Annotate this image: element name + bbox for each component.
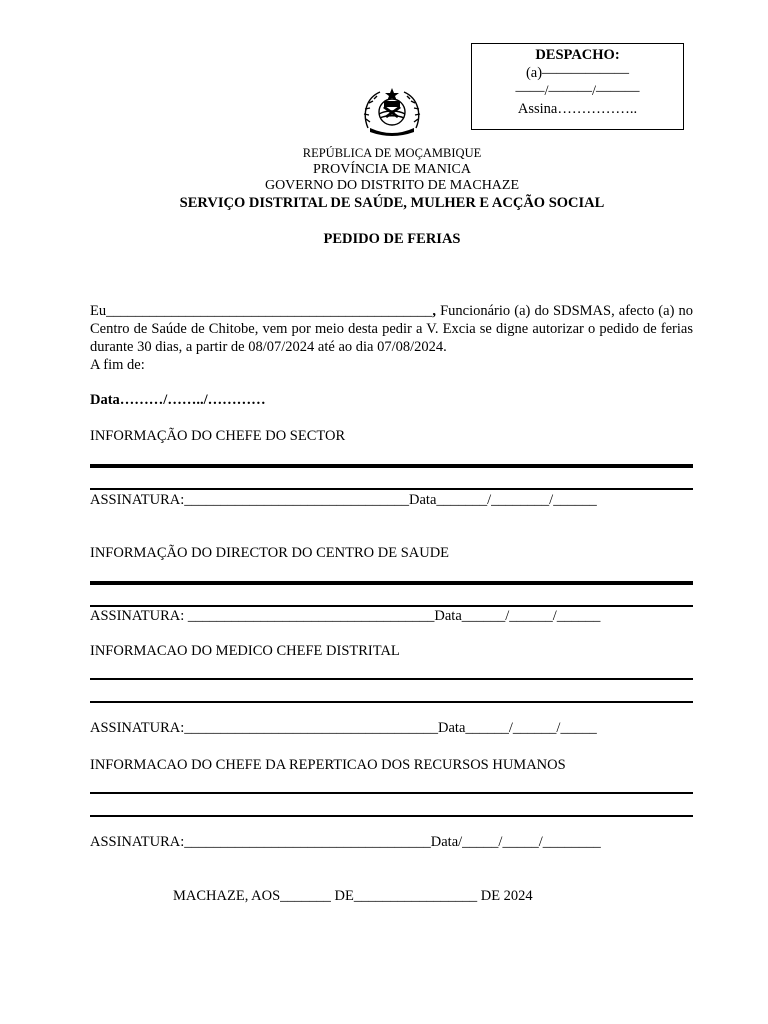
writing-line [90, 605, 693, 607]
section-title-sector-chief: INFORMAÇÃO DO CHEFE DO SECTOR [90, 428, 346, 444]
name-comma: , [432, 303, 436, 319]
header-province: PROVÍNCIA DE MANICA [313, 162, 471, 177]
header-service: SERVIÇO DISTRITAL DE SAÚDE, MULHER E ACÇÃO SOCIAL [179, 195, 605, 211]
writing-line [90, 815, 693, 817]
signature-line-health-center-director: ASSINATURA: __________________________________Data______/______/______ [90, 608, 601, 624]
header-government: GOVERNO DO DISTRITO DE MACHAZE [264, 178, 520, 193]
request-paragraph [90, 302, 693, 356]
despacho-line-1: (a)—————— [525, 65, 630, 81]
section-title-health-center-director: INFORMAÇÃO DO DIRECTOR DO CENTRO DE SAUDE [90, 545, 450, 561]
section-title-hr-department-head: INFORMACAO DO CHEFE DA REPERTICAO DOS RECURSOS HUMANOS [90, 757, 566, 773]
document-title: PEDIDO DE FERIAS [323, 231, 461, 247]
despacho-title: DESPACHO: [535, 47, 620, 63]
writing-line [90, 678, 693, 680]
signature-line-sector-chief: ASSINATURA:_______________________________Data_______/________/______ [90, 492, 597, 508]
despacho-box [471, 43, 684, 130]
writing-line [90, 464, 693, 468]
place-date-footer: MACHAZE, AOS_______ DE_________________ DE 2024 [173, 888, 533, 904]
writing-line [90, 792, 693, 794]
writing-line [90, 701, 693, 703]
signature-line-hr-department-head: ASSINATURA:__________________________________Data/_____/_____/________ [90, 834, 601, 850]
purpose-label: A fim de: [90, 357, 145, 373]
signature-line-district-chief-doctor: ASSINATURA:___________________________________Data______/______/_____ [90, 720, 597, 736]
coat-of-arms-emblem [360, 84, 424, 138]
despacho-signature: Assina…………….. [517, 101, 638, 117]
header-republic: REPÚBLICA DE MOÇAMBIQUE [302, 146, 482, 160]
despacho-line-2: ——/———/——— [515, 83, 640, 99]
writing-line [90, 488, 693, 490]
name-blank: _____________________________________________ [106, 303, 433, 319]
eu-prefix: Eu [90, 303, 107, 319]
writing-line [90, 581, 693, 585]
request-text: Funcionário (a) do SDSMAS, afecto (a) no Centro de Saúde de Chitobe, vem por meio desta pedir a V. Excia se digne autorizar o pedido de ferias durante 30 dias, a partir de 08/07/2024 até ao dia 07/08/2024. [90, 303, 693, 355]
date-line: Data………/……../………… [90, 392, 266, 408]
section-title-district-chief-doctor: INFORMACAO DO MEDICO CHEFE DISTRITAL [90, 643, 400, 659]
